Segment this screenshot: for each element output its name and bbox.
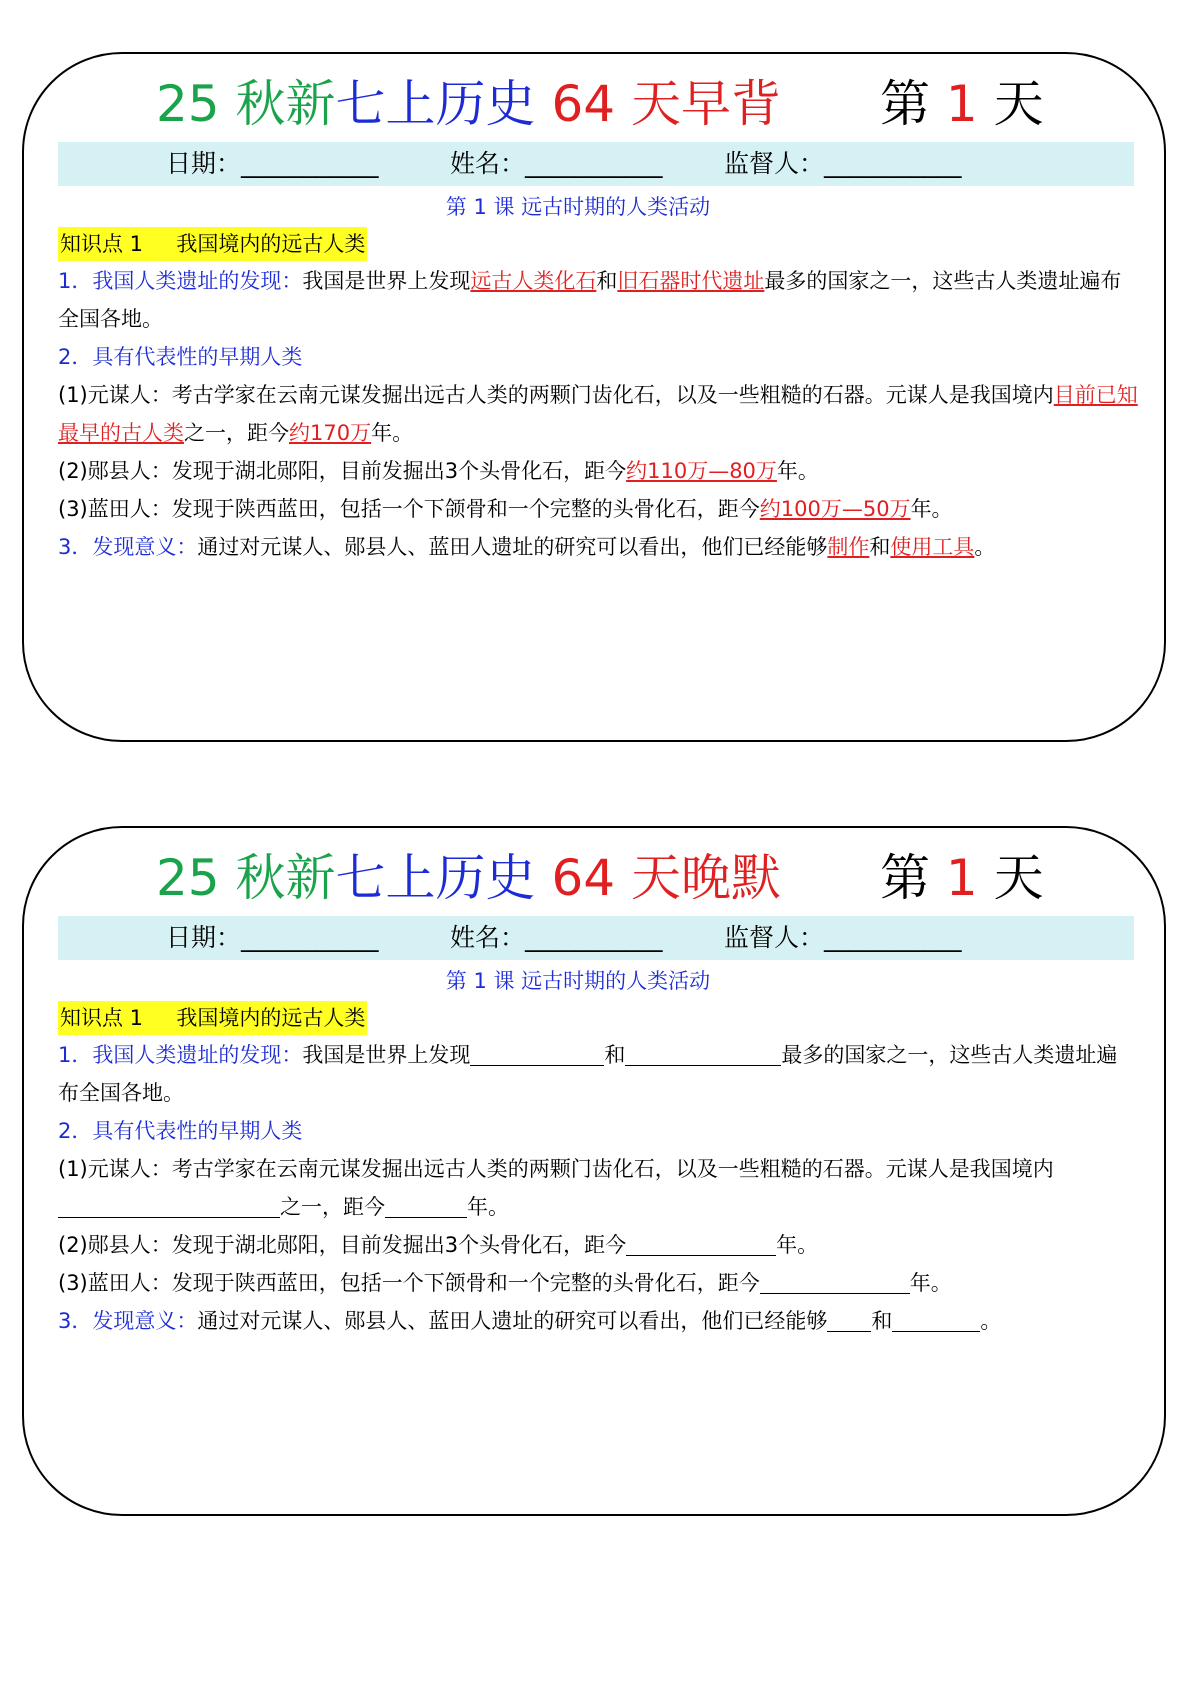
supervisor-field[interactable]: 监督人：___________ (724, 149, 962, 178)
name-field[interactable]: 姓名：___________ (450, 923, 663, 952)
title-day: 第 1 天 (880, 75, 1044, 133)
morning-card (22, 52, 1166, 742)
title-day: 第 1 天 (880, 849, 1044, 907)
title-main: 25 秋新七上历史 64 天晚默 (156, 849, 781, 907)
info-bar (58, 916, 1134, 960)
paragraph-6: 3．发现意义：通过对元谋人、郧县人、蓝田人遗址的研究可以看出，他们已经能够 和 。 (58, 1302, 1138, 1340)
answer-blank[interactable] (626, 1229, 776, 1256)
answer-blank[interactable] (58, 1191, 280, 1218)
answer-blank[interactable] (760, 1267, 910, 1294)
answer: 约170万 (289, 421, 372, 445)
answer: 约100万—50万 (759, 497, 911, 521)
date-field[interactable]: 日期：___________ (166, 923, 379, 952)
card-title (24, 62, 1164, 142)
knowledge-point: 知识点 1 我国境内的远古人类 (58, 1001, 367, 1035)
answer: 制作 (827, 535, 870, 559)
answer: 目前已知最早的古人类 (58, 383, 1138, 445)
info-bar (58, 142, 1134, 186)
answer: 使用工具 (890, 535, 975, 559)
answer: 旧石器时代遗址 (617, 269, 765, 293)
card-body (58, 1036, 1138, 1340)
paragraph-3: (1)元谋人：考古学家在云南元谋发掘出远古人类的两颗门齿化石，以及一些粗糙的石器。元谋人是我国境内之一，距今 年。 (58, 1157, 1054, 1219)
answer-blank[interactable] (470, 1039, 604, 1066)
paragraph-1: 1．我国人类遗址的发现：我国是世界上发现远古人类化石和旧石器时代遗址最多的国家之一，这些古人类遗址遍布全国各地。 (58, 269, 1122, 331)
card-title (24, 836, 1164, 916)
paragraph-1: 1．我国人类遗址的发现：我国是世界上发现 和 最多的国家之一，这些古人类遗址遍布全国各地。 (58, 1036, 1138, 1112)
paragraph-2: 2．具有代表性的早期人类 (58, 345, 303, 369)
paragraph-2: 2．具有代表性的早期人类 (58, 1119, 303, 1143)
paragraph-6: 3．发现意义：通过对元谋人、郧县人、蓝田人遗址的研究可以看出，他们已经能够制作和使用工具。 (58, 535, 996, 559)
knowledge-point: 知识点 1 我国境内的远古人类 (58, 227, 367, 261)
date-field[interactable]: 日期：___________ (166, 149, 379, 178)
evening-card (22, 826, 1166, 1516)
paragraph-5: (3)蓝田人：发现于陕西蓝田，包括一个下颌骨和一个完整的头骨化石，距今 年。 (58, 1264, 1138, 1302)
supervisor-field[interactable]: 监督人：___________ (724, 923, 962, 952)
answer-blank[interactable] (827, 1305, 871, 1332)
card-body (58, 262, 1138, 566)
answer: 约110万—80万 (626, 459, 777, 483)
answer: 远古人类化石 (470, 269, 597, 293)
lesson-title: 第 1 课 远古时期的人类活动 (445, 195, 711, 219)
answer-blank[interactable] (625, 1039, 781, 1066)
title-main: 25 秋新七上历史 64 天早背 (156, 75, 781, 133)
answer-blank[interactable] (385, 1191, 467, 1218)
paragraph-3: (1)元谋人：考古学家在云南元谋发掘出远古人类的两颗门齿化石，以及一些粗糙的石器。元谋人是我国境内目前已知最早的古人类之一，距今约170万年。 (58, 383, 1138, 445)
answer-blank[interactable] (892, 1305, 980, 1332)
name-field[interactable]: 姓名：___________ (450, 149, 663, 178)
lesson-title: 第 1 课 远古时期的人类活动 (445, 969, 711, 993)
paragraph-5: (3)蓝田人：发现于陕西蓝田，包括一个下颌骨和一个完整的头骨化石，距今约100万—50万年。 (58, 497, 953, 521)
paragraph-4: (2)郧县人：发现于湖北郧阳，目前发掘出3个头骨化石，距今 年。 (58, 1226, 1138, 1264)
paragraph-4: (2)郧县人：发现于湖北郧阳，目前发掘出3个头骨化石，距今约110万—80万年。 (58, 459, 819, 483)
